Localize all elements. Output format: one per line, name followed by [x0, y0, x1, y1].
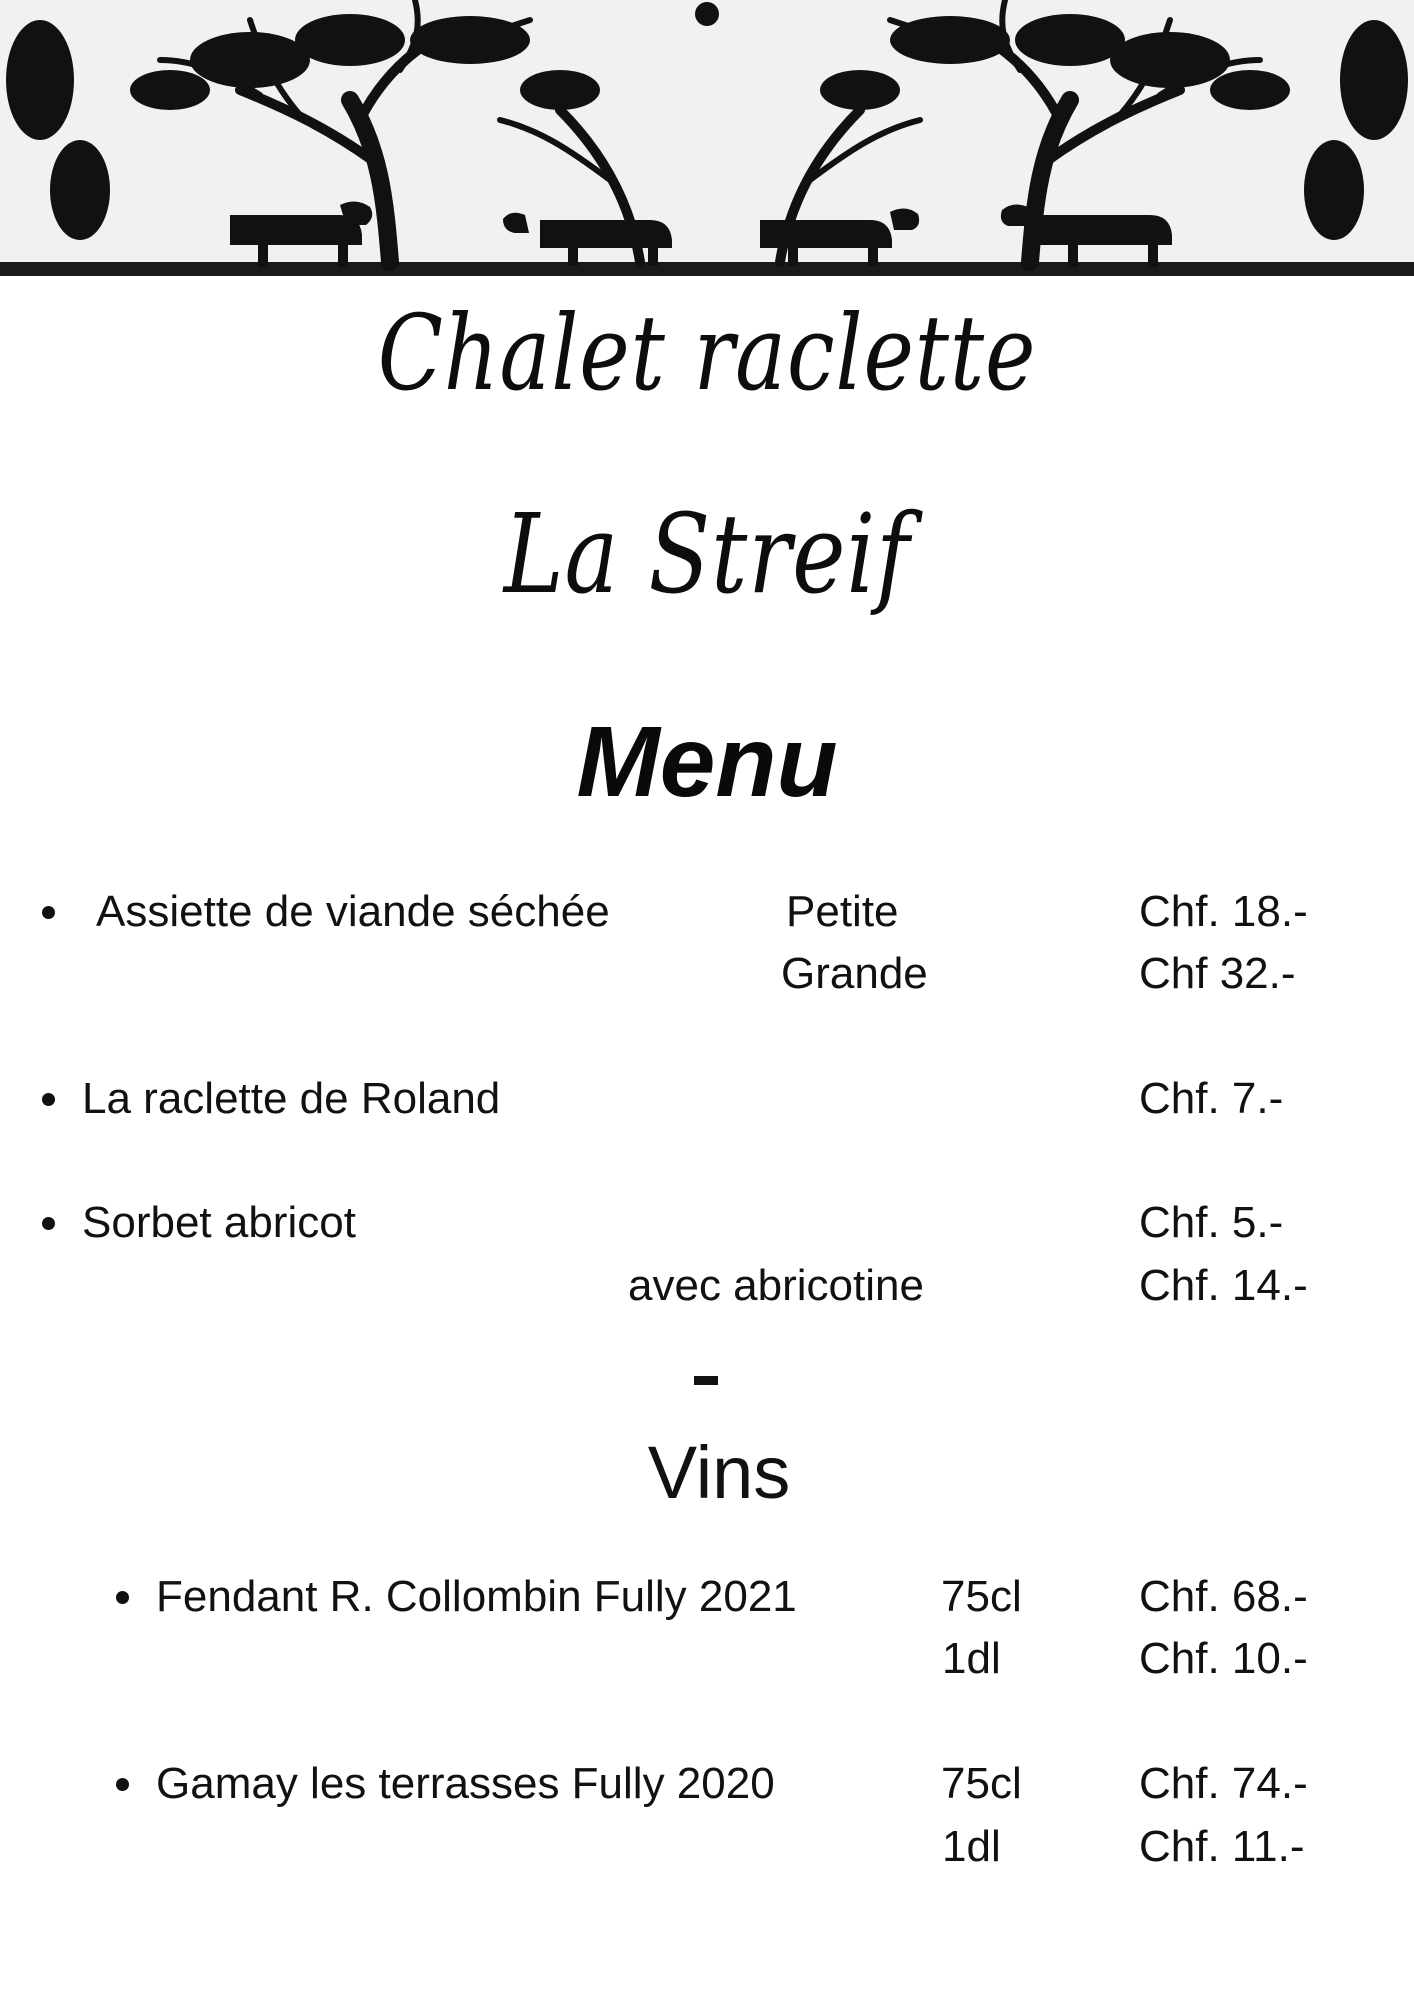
- wines-heading: Vins: [647, 1431, 791, 1514]
- wine-size: 75cl: [941, 1572, 1022, 1621]
- menu-heading: Menu: [576, 706, 838, 818]
- wine-price: Chf. 10.-: [1139, 1634, 1308, 1683]
- item-name: Sorbet abricot: [82, 1198, 356, 1247]
- wine-size: 75cl: [941, 1759, 1022, 1808]
- item-name: La raclette de Roland: [82, 1074, 501, 1123]
- wine-price: Chf. 11.-: [1139, 1822, 1305, 1871]
- bullet-icon: [116, 1778, 129, 1791]
- bullet-icon: [116, 1591, 129, 1604]
- wine-price: Chf. 74.-: [1139, 1759, 1308, 1808]
- wine-size: 1dl: [942, 1822, 1001, 1871]
- item-price: Chf. 5.-: [1139, 1198, 1284, 1247]
- wine-price: Chf. 68.-: [1139, 1572, 1308, 1621]
- wine-size: 1dl: [942, 1634, 1001, 1683]
- bullet-icon: [42, 1217, 55, 1230]
- item-price: Chf 32.-: [1139, 949, 1296, 998]
- restaurant-name: Chalet raclette: [377, 292, 1037, 414]
- item-price: Chf. 7.-: [1139, 1074, 1284, 1123]
- item-variant-label: avec abricotine: [628, 1261, 924, 1310]
- item-price: Chf. 14.-: [1139, 1261, 1308, 1310]
- item-name: Assiette de viande séchée: [96, 887, 610, 936]
- papercut-banner-image: [0, 0, 1414, 276]
- item-variant-label: Petite: [786, 887, 899, 936]
- wine-name: Gamay les terrasses Fully 2020: [156, 1759, 775, 1808]
- restaurant-subtitle: La Streif: [503, 490, 911, 618]
- bullet-icon: [42, 1093, 55, 1106]
- wine-name: Fendant R. Collombin Fully 2021: [156, 1572, 797, 1621]
- section-separator: [694, 1376, 718, 1385]
- trees-and-cows-illustration: [0, 0, 1414, 276]
- item-price: Chf. 18.-: [1139, 887, 1308, 936]
- bullet-icon: [42, 906, 55, 919]
- item-variant-label: Grande: [781, 949, 928, 998]
